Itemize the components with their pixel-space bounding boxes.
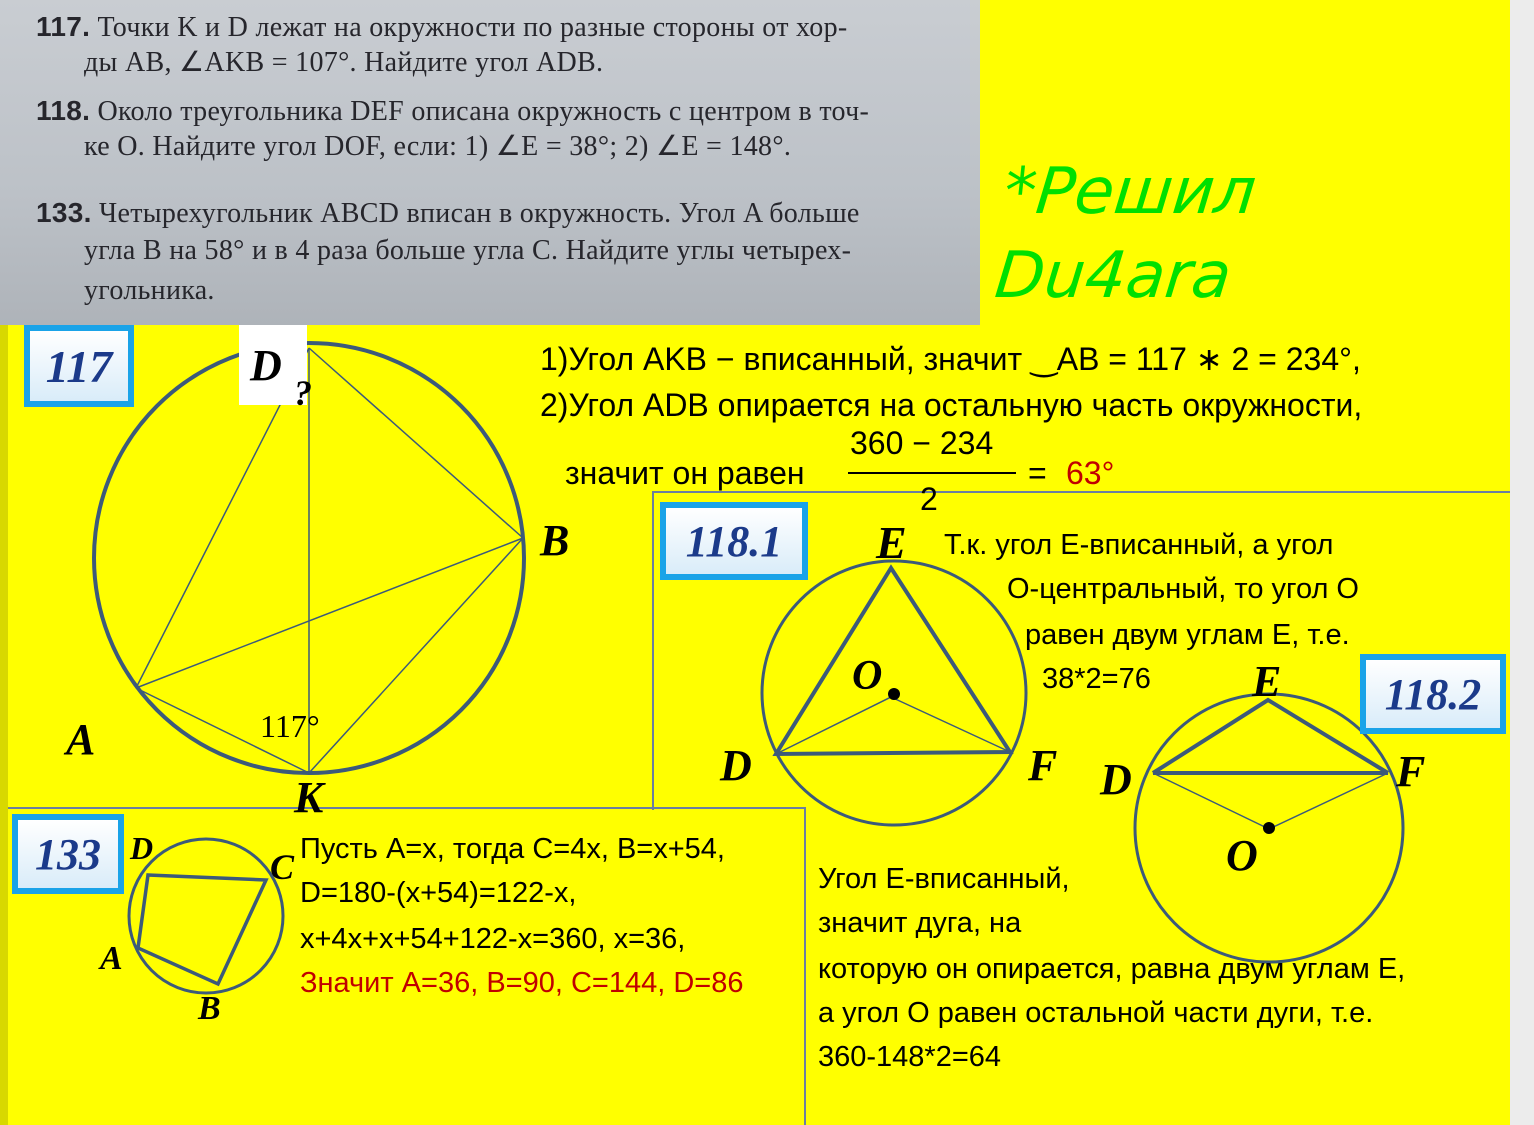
label-a-117: A — [66, 715, 96, 764]
problem-118-text: 118. Около треугольника DEF описана окружность с центром в точ- — [36, 95, 870, 127]
badge-118-2 — [1360, 654, 1506, 734]
label-c-133: C — [270, 847, 295, 887]
label-d-133: D — [130, 830, 154, 866]
chord-ab — [136, 538, 523, 688]
label-b-117: B — [540, 516, 570, 565]
solution-133-line-3: x+4x+x+54+122-x=360, x=36, — [300, 923, 686, 955]
badge-117 — [24, 325, 134, 407]
answer-133: Значит A=36, B=90, C=144, D=86 — [300, 967, 744, 999]
label-d-117: D — [250, 341, 282, 390]
label-o-118-2: O — [1226, 831, 1258, 880]
problem-117-text: 117. Точки K и D лежат на окружности по разные стороны от хор- — [36, 11, 848, 43]
problem-133-text: 133. Четырехугольник ABCD вписан в окружность. Угол A больше — [36, 197, 860, 229]
solution-118-1-line-1: Т.к. угол Е-вписанный, а угол — [944, 529, 1334, 561]
radius-od-2 — [1153, 773, 1269, 829]
quadrilateral-abcd — [138, 875, 266, 984]
solution-117-line-3: значит он равен — [565, 455, 805, 491]
badge-118-1 — [660, 502, 808, 580]
label-d-118-1: D — [720, 741, 752, 790]
equals-sign: = — [1028, 455, 1047, 491]
solution-118-2-line-4: а угол О равен остальной части дуги, т.е. — [818, 997, 1374, 1029]
chord-bk — [309, 538, 523, 773]
solution-133-line-2: D=180-(x+54)=122-x, — [300, 877, 577, 909]
fraction-denominator: 2 — [920, 481, 938, 517]
fraction-bar — [848, 472, 1016, 474]
solution-118-1-line-2: О-центральный, то угол О — [1007, 573, 1359, 605]
label-d-118-2: D — [1100, 755, 1132, 804]
problem-133-text-2: угла B на 58° и в 4 раза больше угла C. Найдите углы четырех- — [84, 235, 852, 266]
badge-118-2-label: 118.2 — [1384, 669, 1482, 719]
solution-118-1-line-3: равен двум углам Е, т.е. — [1025, 619, 1350, 651]
label-o-118-1: O — [852, 653, 883, 699]
solution-117-line-1: 1)Угол AKB − вписанный, значит ‿AB = 117 ∗ 2 = 234°, — [540, 341, 1361, 377]
angle-label-117: 117° — [260, 708, 320, 744]
solution-118-2-line-3: которую он опирается, равна двум углам Е, — [818, 953, 1406, 985]
badge-133-label: 133 — [35, 829, 101, 879]
center-o-2 — [1263, 822, 1275, 834]
solution-118-2-line-1: Угол Е-вписанный, — [818, 863, 1070, 895]
answer-117: 63° — [1066, 455, 1115, 491]
solution-118-2-line-5: 360-148*2=64 — [818, 1041, 1002, 1073]
label-k-117: K — [294, 773, 324, 822]
label-a-133: A — [100, 940, 123, 977]
fraction-numerator: 360 − 234 — [850, 425, 994, 461]
badge-133 — [12, 814, 124, 894]
figure-118-1 — [762, 561, 1026, 825]
solution-118-1-line-4: 38*2=76 — [1042, 663, 1151, 695]
label-f-118-2: F — [1396, 747, 1426, 796]
center-o-1 — [888, 688, 900, 700]
question-mark-117: ? — [294, 373, 312, 413]
signature-line-1: *Решил — [1000, 155, 1260, 229]
label-f-118-1: F — [1028, 741, 1058, 790]
label-e-118-1: E — [876, 517, 907, 568]
problem-133-text-3: угольника. — [84, 275, 215, 306]
radius-of-2 — [1269, 773, 1388, 829]
triangle-def-2 — [1153, 700, 1388, 773]
solution-118-2-line-2: значит дуга, на — [818, 907, 1022, 939]
signature-line-2: Du4ara — [991, 239, 1235, 313]
solution-133-line-1: Пусть A=x, тогда C=4x, B=x+54, — [300, 833, 725, 865]
figure-118-2 — [1135, 694, 1403, 962]
problem-118-text-2: ке O. Найдите угол DOF, если: 1) ∠E = 38°; 2) ∠E = 148°. — [84, 131, 792, 162]
triangle-def-1 — [776, 568, 1010, 754]
solution-117-line-2: 2)Угол ADB опирается на остальную часть окружности, — [540, 387, 1363, 423]
badge-117-label: 117 — [45, 340, 113, 392]
label-e-118-2: E — [1252, 657, 1282, 706]
badge-118-1-label: 118.1 — [685, 516, 783, 566]
problem-117-text-2: ды AB, ∠AKB = 107°. Найдите угол ADB. — [84, 47, 604, 78]
label-b-133: B — [198, 990, 221, 1027]
